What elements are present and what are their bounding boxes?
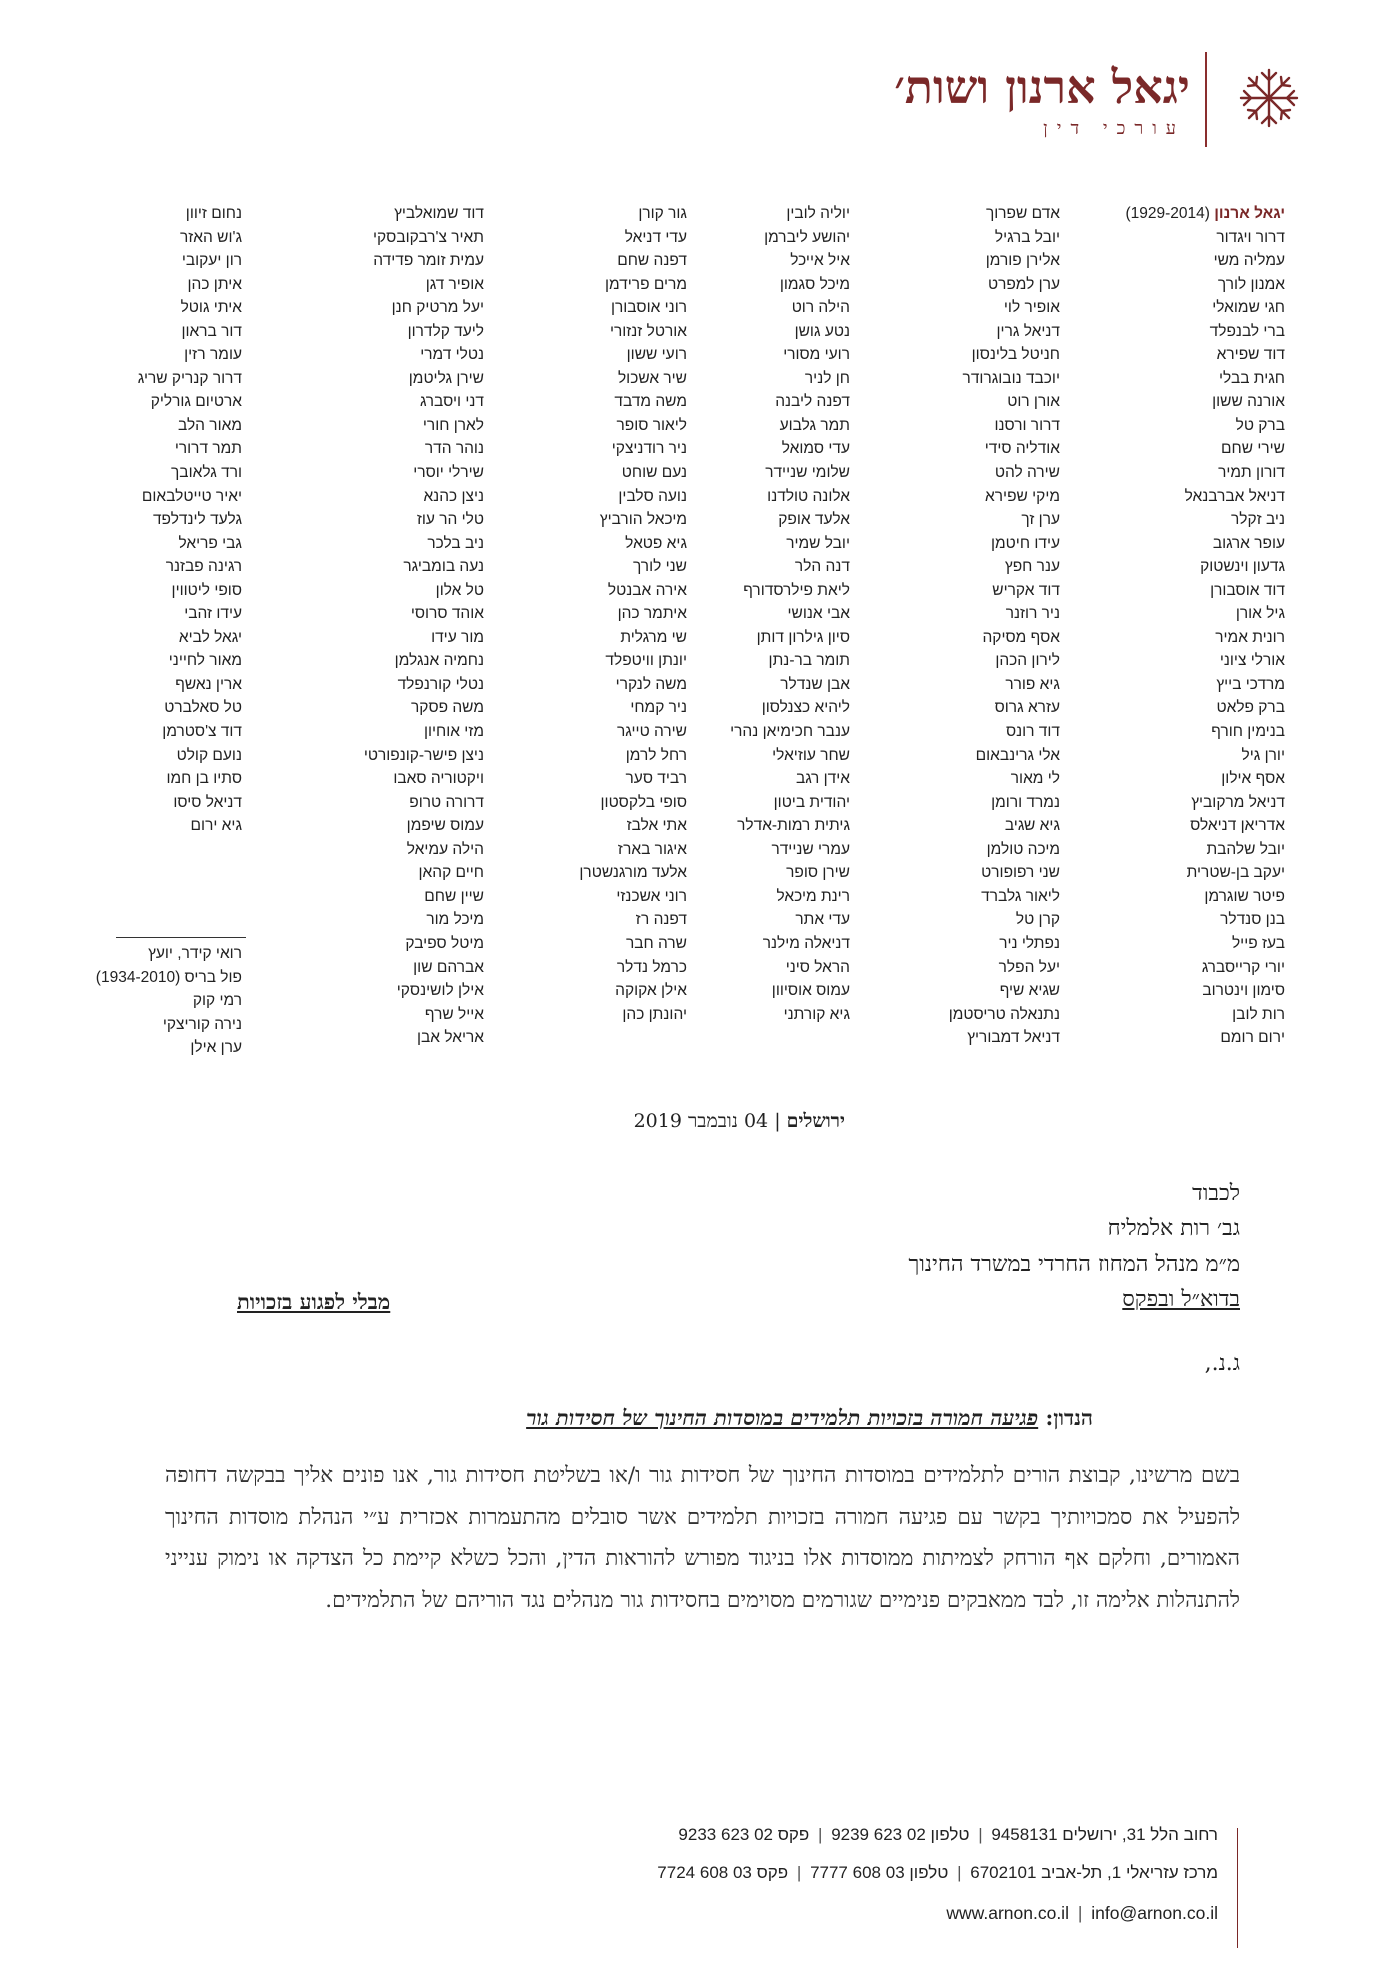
- partner-name: שירלי יוסרי: [413, 464, 484, 482]
- partner-name: נוהר הדר: [424, 440, 484, 458]
- partner-name: יעקב בן-שטרית: [1186, 864, 1285, 882]
- partner-name: עדי סמואל: [781, 440, 850, 458]
- partner-name: יהודית ביטון: [773, 793, 850, 811]
- partner-name: עמית זומר פדידה: [373, 252, 484, 270]
- partner-name: נמרד ורומן: [991, 793, 1060, 811]
- partner-name: חיים קהאן: [418, 864, 484, 882]
- partner-name: רוני אשכנזי: [616, 887, 687, 905]
- partner-name: מיכה טולמן: [986, 840, 1060, 858]
- firm-subtitle: עורכי דין: [1043, 118, 1185, 139]
- partner-name: שי מרגלית: [620, 628, 687, 646]
- partner-name: ארין נאשף: [175, 675, 242, 693]
- telaviv-fax: פקס 03 608 7724: [657, 1863, 789, 1882]
- counsel-column: [96, 942, 242, 1060]
- partner-name: אידן רגב: [795, 770, 850, 788]
- counsel-divider: [116, 937, 246, 938]
- partner-name: נירה קוריצקי: [162, 1015, 242, 1033]
- partner-name: נחמיה אנגלמן: [394, 652, 484, 670]
- partner-name: בנימין חורף: [1211, 723, 1285, 741]
- partner-name: סתיו בן חמו: [166, 770, 242, 788]
- partner-name: מאור לחייני: [168, 652, 242, 670]
- partner-name: דוד רונס: [1005, 723, 1060, 741]
- partner-name: אורטל זנזורי: [609, 322, 687, 340]
- partner-name: עדי דניאל: [624, 228, 687, 246]
- partner-name: שיר אשכול: [617, 369, 687, 387]
- partner-name: יובל שמיר: [786, 534, 850, 552]
- city: ירושלים: [786, 1110, 845, 1132]
- partners-list: [138, 202, 242, 838]
- partner-name: ליאור גלברד: [981, 887, 1060, 905]
- partner-name: תמר גלבוע: [779, 416, 850, 434]
- partner-name: דנה הלר: [794, 558, 850, 576]
- partners-list: [730, 202, 850, 1026]
- partner-name: יעל מרטיק חנן: [391, 299, 484, 317]
- partner-name: אודליה סידי: [984, 440, 1060, 458]
- partner-name: נחום זיוון: [185, 205, 242, 222]
- partner-name: גור קורן: [638, 205, 687, 222]
- partner-name: רינת מיכאל: [776, 887, 850, 905]
- partner-name: עופר ארגוב: [1212, 534, 1285, 552]
- partner-name: אתי אלבז: [626, 817, 687, 835]
- partner-name: גיתית רמות-אדלר: [737, 817, 850, 835]
- partner-name: סימון וינטרוב: [1202, 982, 1285, 1000]
- partners-column-3: [730, 202, 850, 1026]
- jerusalem-phone: טלפון 02 623 9239: [831, 1825, 970, 1844]
- footer-divider: [1237, 1828, 1238, 1948]
- partner-name: הילה עמיאל: [406, 840, 484, 858]
- partner-name: יובל ברגיל: [994, 228, 1060, 246]
- partner-name: עידו חיטמן: [991, 534, 1060, 552]
- partner-name: מיקי שפירא: [985, 487, 1060, 505]
- partner-name: דוד שמואלביץ: [394, 205, 484, 222]
- partner-name: דניאל דמבוריץ: [967, 1029, 1060, 1047]
- partner-name: משה מדבד: [614, 393, 687, 411]
- partner-name: רחל לרמן: [625, 746, 687, 764]
- partner-name: גיא פטאל: [625, 534, 687, 552]
- partner-name: ניב זקלר: [1231, 511, 1285, 529]
- partner-name: איל אייכל: [790, 252, 850, 270]
- partner-name: דניאל גרין: [996, 322, 1060, 340]
- partner-name: נועם קולט: [176, 746, 242, 764]
- partner-name: סופי בלקסטון: [600, 793, 687, 811]
- partner-name: רואי קידר, יועץ: [148, 945, 242, 962]
- website-link[interactable]: www.arnon.co.il: [946, 1903, 1069, 1923]
- date: 04 נובמבר 2019: [633, 1110, 769, 1132]
- partner-name: איתן כהן: [187, 275, 242, 293]
- partner-name: יהונתן כהן: [622, 1005, 687, 1023]
- partner-name: ליהיא כצנלסון: [761, 699, 850, 717]
- partner-name: ניר רודניצקי: [611, 440, 687, 458]
- partner-name: אלעד אופק: [778, 511, 850, 529]
- partner-name: דוד צ'סטרמן: [162, 723, 242, 741]
- counsel-list: [96, 942, 242, 1060]
- partner-name: יורן גיל: [1241, 746, 1285, 764]
- dateline: [634, 1110, 845, 1133]
- founder-years: (1929-2014): [1125, 205, 1210, 222]
- partner-name: גדעון וינשטוק: [1200, 558, 1285, 576]
- subject-text: פגיעה חמורה בזכויות תלמידים במוסדות החינוך של חסידות גור: [526, 1405, 1039, 1430]
- partners-list: [1125, 226, 1285, 1050]
- partner-name: משה לנקרי: [615, 675, 687, 693]
- recipient-greeting: לכבוד: [1192, 1181, 1240, 1206]
- partner-name: ענר חפץ: [1004, 558, 1060, 576]
- partner-name: דרורה טרופ: [409, 793, 484, 811]
- partner-name: ניר קמחי: [630, 699, 687, 717]
- tree-icon: [1233, 62, 1305, 134]
- partner-name: נתנאלה טריסטמן: [948, 1005, 1060, 1023]
- partner-name: נטלי דמרי: [420, 346, 484, 364]
- partner-name: שגיא שיף: [999, 982, 1060, 1000]
- partner-name: חניטל בלינסון: [971, 346, 1060, 364]
- partner-name: רביד סער: [625, 770, 687, 788]
- partner-name: דניאלה מילנר: [762, 934, 850, 952]
- partner-name: לי מאור: [1010, 770, 1060, 788]
- partner-name: גיל אורן: [1235, 605, 1285, 623]
- partner-name: תומר בר-נתן: [768, 652, 850, 670]
- partner-name: עמוס אוסיוון: [771, 982, 850, 1000]
- partner-name: קרן טל: [1015, 911, 1060, 929]
- partner-name: אריאל אבן: [416, 1029, 484, 1047]
- partner-name: יובל שלהבת: [1206, 840, 1285, 858]
- partner-name: אורן רוט: [1007, 393, 1060, 411]
- partner-name: רוני אוסבורן: [610, 299, 687, 317]
- jerusalem-fax: פקס 02 623 9233: [678, 1825, 810, 1844]
- footer-separator: |: [1077, 1903, 1083, 1923]
- partner-name: ליאור סופר: [616, 416, 687, 434]
- partner-name: רועי מסורי: [783, 346, 850, 364]
- partner-name: שלומי שניידר: [765, 464, 850, 482]
- partner-name: יגאל לביא: [178, 628, 242, 646]
- partner-name: גיא ירום: [190, 817, 242, 835]
- partner-name: גיא פורר: [1005, 675, 1060, 693]
- partner-name: חן לניר: [804, 369, 850, 387]
- partner-name: רות לובן: [1232, 1005, 1285, 1023]
- partner-name: בנן סנדלר: [1220, 911, 1285, 929]
- partner-name: נפתלי ניר: [999, 934, 1060, 952]
- footer-separator: |: [978, 1825, 983, 1844]
- partner-name: ניצן פישר-קונפורטי: [363, 746, 484, 764]
- date-separator: |: [774, 1110, 781, 1132]
- partner-name: ניב בלכר: [427, 534, 484, 552]
- footer-separator: |: [957, 1863, 962, 1882]
- partner-name: שירן גליטמן: [408, 369, 484, 387]
- partner-name: דוד אקריש: [992, 581, 1060, 599]
- partner-name: אופיר דגן: [425, 275, 484, 293]
- partner-name: רועי ששון: [626, 346, 687, 364]
- partner-name: אדריאן דניאלס: [1190, 817, 1285, 835]
- partner-name: נועה סלבין: [618, 487, 687, 505]
- partner-name: יאיר טייטלבאום: [141, 487, 242, 505]
- partner-name: איתי גוטל: [180, 299, 242, 317]
- partner-name: עדי אתר: [795, 911, 850, 929]
- partner-name: שירי שחם: [1221, 440, 1285, 458]
- partner-name: אלונה טולדנו: [767, 487, 850, 505]
- partner-name: ליעד קלדרון: [407, 322, 484, 340]
- partner-name: שירה טייגר: [617, 723, 687, 741]
- recipient-name: גב׳ רות אלמליח: [1107, 1216, 1240, 1241]
- partners-list: [364, 202, 484, 1050]
- partner-name: עידו זהבי: [184, 605, 242, 623]
- partner-name: דרור קנריק שריג: [137, 369, 242, 387]
- partner-name: יוכבד נובוגרודר: [962, 369, 1060, 387]
- partner-name: מיטל ספיבק: [405, 934, 484, 952]
- partner-name: דפנה שחם: [617, 252, 687, 270]
- founder-name: יגאל ארנון: [1214, 205, 1285, 222]
- partner-name: בעז פייל: [1231, 934, 1285, 952]
- partner-name: מור עידו: [431, 628, 484, 646]
- partner-name: עמליה משי: [1213, 252, 1285, 270]
- partner-name: כרמל נדלר: [616, 958, 687, 976]
- partner-name: מרים פרידמן: [604, 275, 687, 293]
- partner-name: דניאל סיסו: [173, 793, 242, 811]
- footer-separator: |: [796, 1863, 802, 1882]
- partner-name: אופיר לוי: [1003, 299, 1060, 317]
- partner-name: אסף אילון: [1221, 770, 1285, 788]
- partner-name: עומר רזין: [184, 346, 242, 364]
- partner-name: דפנה ליבנה: [775, 393, 850, 411]
- partner-name: איגור בארז: [617, 840, 687, 858]
- partner-name: ענבר חכימיאן נהרי: [730, 723, 850, 741]
- partner-name: אברהם שון: [413, 958, 484, 976]
- partner-name: שחר עוזיאלי: [772, 746, 850, 764]
- partner-name: מיכל מור: [426, 911, 484, 929]
- delivery-method: בדוא״ל ובפקס: [1122, 1287, 1240, 1312]
- partner-name: גיא שגיב: [1004, 817, 1060, 835]
- partner-name: אבן שנדלר: [780, 675, 850, 693]
- partner-name: תאיר צ'רבקובסקי: [372, 228, 484, 246]
- partners-list: [579, 202, 687, 1026]
- partner-name: שני לורך: [632, 558, 687, 576]
- partner-name: נעם שוחט: [621, 464, 687, 482]
- footer-separator: |: [818, 1825, 823, 1844]
- partner-name: אילן לושינסקי: [396, 982, 484, 1000]
- partner-name: דניאל מרקוביץ: [1191, 793, 1285, 811]
- partner-name: עזרא גרוס: [994, 699, 1060, 717]
- partner-name: רמי קוק: [192, 992, 242, 1010]
- partner-name: יורי קרייסברג: [1201, 958, 1285, 976]
- partner-name: אלי גרינבאום: [975, 746, 1060, 764]
- recipient-title: מ״מ מנהל המחוז החרדי במשרד החינוך: [908, 1252, 1240, 1277]
- partner-name: אוהד סרוסי: [410, 605, 484, 623]
- email-link[interactable]: info@arnon.co.il: [1091, 1903, 1218, 1923]
- partner-name: הילה רוט: [791, 299, 850, 317]
- partner-name: סופי ליטווין: [171, 581, 242, 599]
- partner-name: גלעד לינדלפד: [152, 511, 242, 529]
- partners-column-6: [138, 202, 242, 838]
- partner-name: תמר דרורי: [174, 440, 242, 458]
- founder: [1125, 202, 1285, 226]
- partner-name: אייל שרף: [424, 1005, 484, 1023]
- partner-name: יעל הפלר: [998, 958, 1060, 976]
- partner-name: ארטיום גורליק: [150, 393, 242, 411]
- partner-name: חגי שמואלי: [1212, 299, 1285, 317]
- partner-name: טלי הר עוז: [416, 511, 484, 529]
- jerusalem-address: רחוב הלל 31, ירושלים 9458131: [991, 1825, 1218, 1844]
- salutation: ג.נ.,: [1204, 1351, 1240, 1376]
- partner-name: מרדכי בייץ: [1216, 675, 1285, 693]
- partner-name: דוד שפירא: [1216, 346, 1285, 364]
- partner-name: מיכאל הורביץ: [599, 511, 687, 529]
- partner-name: לירון הכהן: [995, 652, 1060, 670]
- partner-name: אבי אנושי: [787, 605, 850, 623]
- partner-name: ערן זך: [1021, 511, 1060, 529]
- partner-name: אורלי ציוני: [1219, 652, 1285, 670]
- footer-telaviv: [657, 1863, 1218, 1883]
- partner-name: דני ויסברג: [419, 393, 484, 411]
- partner-name: שירה להט: [994, 464, 1060, 482]
- partner-name: יוליה לובין: [786, 205, 850, 222]
- partner-name: נטע גושן: [794, 322, 850, 340]
- partner-name: רונית אמיר: [1215, 628, 1285, 646]
- partner-name: מיכל סגמון: [779, 275, 850, 293]
- partner-name: אירה אבנטל: [607, 581, 687, 599]
- partner-name: איתמר כהן: [617, 605, 687, 623]
- partner-name: שיין שחם: [424, 887, 484, 905]
- partner-name: ערן אילן: [190, 1039, 242, 1057]
- partner-name: עמרי שניידר: [771, 840, 850, 858]
- partners-column-5: [364, 202, 484, 1050]
- partners-column-1: [1125, 202, 1285, 1050]
- partner-name: אסף מסיקה: [982, 628, 1060, 646]
- partner-name: יהושע ליברמן: [764, 228, 850, 246]
- partner-name: ברק פלאט: [1216, 699, 1285, 717]
- partner-name: טל אלון: [435, 581, 484, 599]
- logo-divider: [1205, 52, 1207, 147]
- partner-name: אלעד מורגנשטרן: [579, 864, 687, 882]
- partner-name: אילן אקוקה: [615, 982, 687, 1000]
- partner-name: נטלי קורנפלד: [397, 675, 484, 693]
- telaviv-address: מרכז עזריאלי 1, תל-אביב 6702101: [970, 1863, 1218, 1882]
- footer-jerusalem: [678, 1825, 1218, 1845]
- partner-name: מאור הלב: [178, 416, 242, 434]
- partner-name: אדם שפרוך: [985, 205, 1060, 222]
- partner-name: דניאל אברבנאל: [1184, 487, 1285, 505]
- partner-name: טל סאלברט: [164, 699, 242, 717]
- partner-name: שרה חבר: [625, 934, 687, 952]
- partner-name: לארן חורי: [422, 416, 484, 434]
- partner-name: גבי פריאל: [178, 534, 242, 552]
- partner-name: דור בראון: [181, 322, 242, 340]
- partner-name: נעה בומביגר: [403, 558, 484, 576]
- partner-name: אורנה ששון: [1212, 393, 1285, 411]
- partner-name: משה פסקר: [411, 699, 484, 717]
- partner-name: פיטר שוגרמן: [1204, 887, 1285, 905]
- partner-name: יונתן וויטפלד: [605, 652, 687, 670]
- subject-line: [526, 1405, 1093, 1431]
- partner-name: ג'וש האזר: [179, 228, 242, 246]
- partner-name: שני רפופורט: [981, 864, 1060, 882]
- partner-name: ירום רומם: [1220, 1029, 1285, 1047]
- partner-name: ניר רוזנר: [1005, 605, 1060, 623]
- partner-name: רגינה פבזנר: [165, 558, 242, 576]
- letter-body: בשם מרשינו, קבוצת הורים לתלמידים במוסדות החינוך של חסידות גור ו/או בשליטת חסידות גור, אנו פונים אליך בבקשה דחופה להפעיל את סמכויותיך בקשר עם פגיעה חמורה בזכויות תלמידים אשר סובלים מהתעמרות אכזרית ע״י הנהלת מוסדות החינוך האמורים, וחלקם אף הורחק לצמיתות ממוסדות אלו בניגוד מפורש להוראות הדין, והכל כשלא קיימת כל הצדקה או נימוק ענייני להתנהלות אלימה זו, לבד ממאבקים פנימיים שגורמים מסוימים בחסידות גור מנהלים נגד הוריהם של התלמידים.: [165, 1463, 1240, 1613]
- firm-name: יגאל ארנון ושות׳: [894, 60, 1190, 114]
- partner-name: אמנון לורך: [1217, 275, 1285, 293]
- partner-name: דוד אוסבורן: [1210, 581, 1285, 599]
- partner-name: ניצן כהנא: [423, 487, 484, 505]
- partner-name: ויקטוריה סאבו: [393, 770, 484, 788]
- without-prejudice: מבלי לפגוע בזכויות: [237, 1289, 391, 1314]
- partner-name: דורון תמיר: [1218, 464, 1285, 482]
- partner-name: חגית בבלי: [1219, 369, 1285, 387]
- partner-name: ליאת פילרסדורף: [743, 581, 850, 599]
- subject-label: הנדון:: [1045, 1405, 1093, 1430]
- partner-name: סיון גילרון דותן: [756, 628, 850, 646]
- partner-name: רון יעקובי: [181, 252, 242, 270]
- partner-name: ערן למפרט: [987, 275, 1060, 293]
- telaviv-phone: טלפון 03 608 7777: [810, 1863, 949, 1882]
- partner-name: ברק טל: [1235, 416, 1285, 434]
- partners-column-2: [949, 202, 1060, 1050]
- partners-column-4: [579, 202, 687, 1026]
- partners-list: [949, 202, 1060, 1050]
- partner-name: הראל סיני: [785, 958, 850, 976]
- partner-name: ברי לבנפלד: [1209, 322, 1285, 340]
- partner-name: גיא קורתני: [783, 1005, 850, 1023]
- footer-contact: [946, 1903, 1218, 1924]
- partner-name: מזי אוחיון: [423, 723, 484, 741]
- partner-name: אלירן פורמן: [985, 252, 1060, 270]
- partner-name: עמוס שיפמן: [406, 817, 484, 835]
- partner-name: ורד גלאובך: [171, 464, 242, 482]
- partner-name: פול בריס (1934-2010): [95, 968, 242, 986]
- partner-name: שירן סופר: [786, 864, 850, 882]
- partner-name: דרור ורסנו: [994, 416, 1060, 434]
- partner-name: דפנה רז: [635, 911, 687, 929]
- partner-name: דרור ויגדור: [1216, 228, 1285, 246]
